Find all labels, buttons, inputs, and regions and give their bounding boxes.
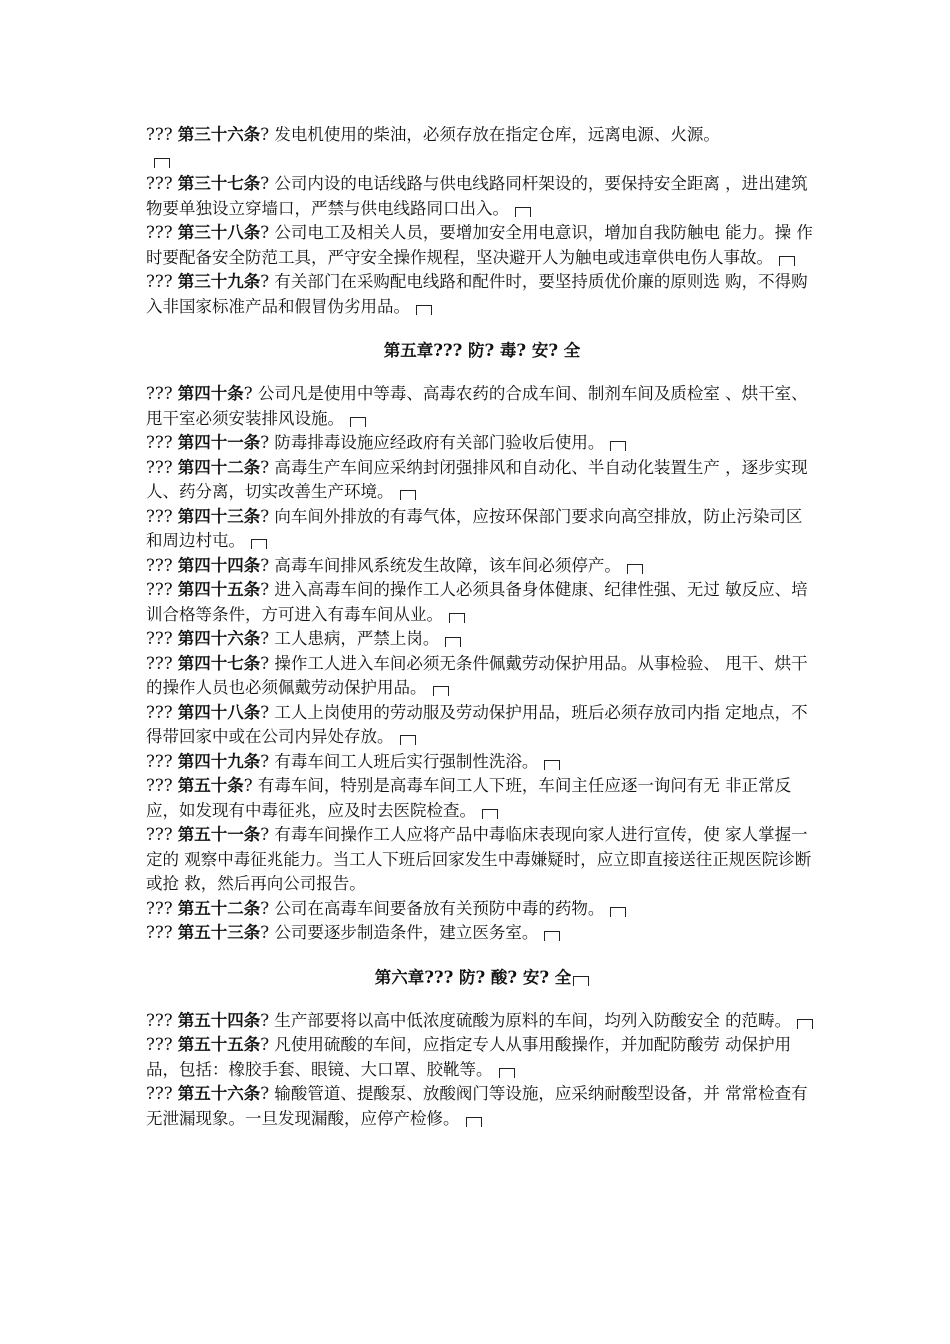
article-text: ? 有毒车间操作工人应将产品中毒临床表现向家人进行宣传，使 家人掌握一定的 观察中毒征兆能力。当工人下班后回家发生中毒嫌疑时，应立即直接送往正规医院诊断或抢 救，然后再向公司报告。 bbox=[146, 825, 812, 893]
paragraph-mark-icon bbox=[350, 417, 366, 427]
paragraph-mark-icon bbox=[797, 1019, 813, 1029]
article-prefix: ??? bbox=[146, 1084, 178, 1103]
article-prefix: ??? bbox=[146, 898, 178, 918]
article-text: ? 防毒排毒设施应经政府有关部门验收后使用。 bbox=[260, 433, 605, 452]
paragraph-mark-icon bbox=[544, 931, 560, 941]
paragraph-mark-icon bbox=[400, 735, 416, 745]
article-number: 第四十二条 bbox=[177, 457, 261, 477]
article-text: ? 进入高毒车间的操作工人必须具备身体健康、纪律性强、无过 敏反应、培训合格等条件，方可进入有毒车间从业。 bbox=[146, 580, 808, 624]
paragraph-mark-icon bbox=[499, 1068, 515, 1078]
article-prefix: ??? bbox=[146, 702, 178, 722]
article-39 bbox=[146, 270, 818, 319]
article-prefix: ??? bbox=[146, 825, 178, 844]
chapter-6-title bbox=[146, 966, 818, 990]
paragraph-mark-icon bbox=[251, 539, 267, 549]
article-43 bbox=[146, 505, 818, 554]
article-number: 第三十八条 bbox=[177, 223, 261, 242]
article-prefix: ??? bbox=[146, 174, 178, 193]
article-49 bbox=[146, 750, 818, 775]
article-55 bbox=[146, 1033, 818, 1082]
article-text: ? 公司在高毒车间要备放有关预防中毒的药物。 bbox=[260, 898, 605, 918]
article-text: ? 向车间外排放的有毒气体，应按环保部门要求向高空排放，防止污染司区和周边村屯。 bbox=[146, 506, 803, 550]
paragraph-mark-icon bbox=[610, 441, 626, 451]
paragraph-mark-icon bbox=[449, 613, 465, 623]
article-prefix: ??? bbox=[146, 1035, 178, 1054]
chapter-5-title: 第五章??? 防? 毒? 安? 全 bbox=[383, 341, 581, 360]
article-number: 第五十二条 bbox=[177, 898, 261, 918]
paragraph-mark-icon bbox=[445, 637, 461, 647]
article-number: 第五十六条 bbox=[177, 1084, 261, 1103]
article-number: 第四十一条 bbox=[177, 433, 261, 452]
article-prefix: ??? bbox=[146, 1010, 178, 1030]
paragraph-mark-icon bbox=[779, 256, 795, 266]
article-text: ? 公司凡是使用中等毒、高毒农药的合成车间、制剂车间及质检室 、烘干室、甩干室必须安装排风设施。 bbox=[146, 384, 808, 428]
article-42 bbox=[146, 456, 818, 505]
article-number: 第四十八条 bbox=[177, 702, 261, 722]
article-number: 第四十条 bbox=[177, 384, 244, 403]
article-48 bbox=[146, 701, 818, 750]
article-text: ? 生产部要将以高中低浓度硫酸为原料的车间，均列入防酸安全 的范畴。 bbox=[260, 1010, 792, 1030]
article-text: ? 有毒车间工人班后实行强制性洗浴。 bbox=[260, 751, 539, 771]
article-number: 第三十七条 bbox=[177, 174, 261, 193]
document-page bbox=[146, 123, 818, 1131]
article-prefix: ??? bbox=[146, 776, 178, 795]
article-prefix: ??? bbox=[146, 433, 178, 452]
article-text: ? 高毒生产车间应采纳封闭强排风和自动化、半自动化装置生产 ，逐步实现人、药分离，切实改善生产环境。 bbox=[146, 457, 808, 501]
article-number: 第五十三条 bbox=[177, 923, 261, 942]
paragraph-mark-icon bbox=[154, 158, 170, 168]
article-number: 第五十条 bbox=[177, 776, 244, 795]
article-text: ? 工人上岗使用的劳动服及劳动保护用品，班后必须存放司内指 定地点，不得带回家中或在公司内异处存放。 bbox=[146, 702, 808, 746]
article-number: 第四十六条 bbox=[177, 629, 261, 648]
article-prefix: ??? bbox=[146, 580, 178, 599]
article-56 bbox=[146, 1082, 818, 1131]
article-prefix: ??? bbox=[146, 272, 178, 291]
paragraph-mark-icon bbox=[466, 1117, 482, 1127]
article-text: ? 发电机使用的柴油，必须存放在指定仓库，远离电源、火源。 bbox=[260, 125, 720, 144]
article-prefix: ??? bbox=[146, 751, 178, 771]
article-51 bbox=[146, 823, 818, 897]
article-text: ? 有毒车间，特别是高毒车间工人下班，车间主任应逐一询问有无 非正常反应，如发现有中毒征兆，应及时去医院检查。 bbox=[146, 776, 792, 820]
article-53 bbox=[146, 921, 818, 946]
article-number: 第四十七条 bbox=[177, 653, 261, 673]
paragraph-mark-icon bbox=[544, 760, 560, 770]
article-text: ? 操作工人进入车间必须无条件佩戴劳动保护用品。从事检验、 甩干、烘干的操作人员也必须佩戴劳动保护用品。 bbox=[146, 653, 808, 697]
paragraph-mark-icon bbox=[627, 564, 643, 574]
article-number: 第四十九条 bbox=[177, 751, 261, 771]
article-44 bbox=[146, 554, 818, 579]
paragraph-mark-icon bbox=[416, 305, 432, 315]
article-46 bbox=[146, 627, 818, 652]
article-number: 第三十九条 bbox=[177, 272, 261, 291]
article-41 bbox=[146, 431, 818, 456]
article-text: ? 有关部门在采购配电线路和配件时，要坚持质优价廉的原则选 购，不得购入非国家标准产品和假冒伪劣用品。 bbox=[146, 272, 808, 316]
paragraph-mark-icon bbox=[515, 207, 531, 217]
article-40 bbox=[146, 382, 818, 431]
article-number: 第三十六条 bbox=[177, 125, 261, 144]
article-prefix: ??? bbox=[146, 506, 178, 526]
article-number: 第五十四条 bbox=[177, 1010, 261, 1030]
chapter-6-title-text: 第六章??? 防? 酸? 安? 全 bbox=[374, 967, 572, 987]
paragraph-mark-icon bbox=[400, 490, 416, 500]
paragraph-mark-icon bbox=[433, 686, 449, 696]
paragraph-mark-icon bbox=[610, 907, 626, 917]
article-54 bbox=[146, 1009, 818, 1034]
article-52 bbox=[146, 897, 818, 922]
article-number: 第四十三条 bbox=[177, 506, 261, 526]
article-text: ? 公司电工及相关人员，要增加安全用电意识，增加自我防触电 能力。操 作时要配备安全防范工具，严守安全操作规程，坚决避开人为触电或违章供电伤人事故。 bbox=[146, 223, 813, 267]
article-number: 第五十五条 bbox=[177, 1035, 261, 1054]
article-prefix: ??? bbox=[146, 223, 178, 242]
article-text: ? 公司内设的电话线路与供电线路同杆架设的，要保持安全距离 ，进出建筑物要单独设立穿墙口，严禁与供电线路同口出入。 bbox=[146, 174, 808, 218]
article-number: 第四十五条 bbox=[177, 580, 261, 599]
article-text: ? 凡使用硫酸的车间，应指定专人从事用酸操作，并加配防酸劳 动保护用品，包括：橡胶手套、眼镜、大口罩、胶靴等。 bbox=[146, 1035, 792, 1079]
article-36 bbox=[146, 123, 818, 172]
article-prefix: ??? bbox=[146, 555, 178, 575]
article-45 bbox=[146, 578, 818, 627]
article-prefix: ??? bbox=[146, 653, 178, 673]
article-37 bbox=[146, 172, 818, 221]
article-text: ? 工人患病，严禁上岗。 bbox=[260, 629, 440, 648]
article-prefix: ??? bbox=[146, 125, 178, 144]
article-text: ? 高毒车间排风系统发生故障，该车间必须停产。 bbox=[260, 555, 621, 575]
article-number: 第五十一条 bbox=[177, 825, 261, 844]
article-50 bbox=[146, 774, 818, 823]
article-47 bbox=[146, 652, 818, 701]
article-text: ? 输酸管道、提酸泵、放酸阀门等设施，应采纳耐酸型设备，并 常常检查有无泄漏现象。一旦发现漏酸，应停产检修。 bbox=[146, 1084, 808, 1128]
paragraph-mark-icon bbox=[482, 809, 498, 819]
article-prefix: ??? bbox=[146, 923, 178, 942]
article-number: 第四十四条 bbox=[177, 555, 261, 575]
article-38 bbox=[146, 221, 818, 270]
paragraph-mark-icon bbox=[573, 976, 589, 986]
article-prefix: ??? bbox=[146, 384, 178, 403]
article-prefix: ??? bbox=[146, 629, 178, 648]
article-prefix: ??? bbox=[146, 457, 178, 477]
article-text: ? 公司要逐步制造条件，建立医务室。 bbox=[260, 923, 539, 942]
